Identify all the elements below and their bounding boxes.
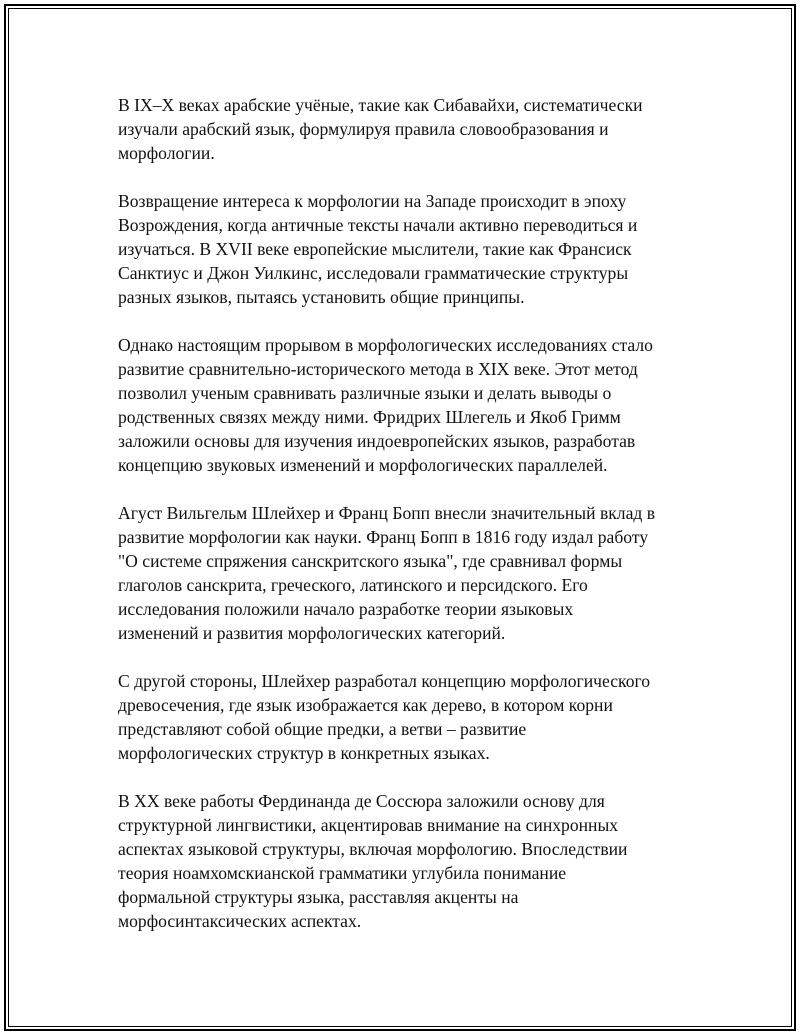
text-line: исследования положили начало разработке теории языковых: [118, 599, 574, 619]
text-line: развитие сравнительно-исторического метода в XIX веке. Этот метод: [118, 359, 638, 379]
text-line: Возвращение интереса к морфологии на Западе происходит в эпоху: [118, 191, 627, 211]
text-line: родственных связях между ними. Фридрих Шлегель и Якоб Гримм: [118, 407, 621, 427]
text-line: глаголов санскрита, греческого, латинского и персидского. Его: [118, 575, 588, 595]
text-line: аспектах языковой структуры, включая морфологию. Впоследствии: [118, 839, 628, 859]
text-line: заложили основы для изучения индоевропейских языков, разработав: [118, 431, 636, 451]
text-line: морфосинтаксических аспектах.: [118, 911, 362, 931]
text-line: древосечения, где язык изображается как дерево, в котором корни: [118, 695, 613, 715]
text-line: морфологии.: [118, 143, 215, 163]
text-line: "О системе спряжения санскритского языка", где сравнивал формы: [118, 551, 623, 571]
document-body: [118, 93, 698, 957]
text-line: С другой стороны, Шлейхер разработал концепцию морфологического: [118, 671, 651, 691]
text-line: Однако настоящим прорывом в морфологических исследованиях стало: [118, 335, 653, 355]
text-line: развитие морфологии как науки. Франц Бопп в 1816 году издал работу: [118, 527, 649, 547]
text-line: изучали арабский язык, формулируя правила словообразования и: [118, 119, 609, 139]
text-line: теория ноамхомскианской грамматики углубила понимание: [118, 863, 567, 883]
text-line: структурной лингвистики, акцентировав внимание на синхронных: [118, 815, 619, 835]
text-line: Агуст Вильгельм Шлейхер и Франц Бопп внесли значительный вклад в: [118, 503, 656, 523]
text-line: изменений и развития морфологических категорий.: [118, 623, 506, 643]
text-line: формальной структуры языка, расставляя акценты на: [118, 887, 519, 907]
text-line: представляют собой общие предки, а ветви – развитие: [118, 719, 527, 739]
text-line: Возрождения, когда античные тексты начали активно переводиться и: [118, 215, 638, 235]
text-line: В XX веке работы Фердинанда де Соссюра заложили основу для: [118, 791, 605, 811]
paragraph-1: [118, 93, 698, 165]
text-line: концепцию звуковых изменений и морфологических параллелей.: [118, 455, 608, 475]
text-line: морфологических структур в конкретных языках.: [118, 743, 490, 763]
text-line: разных языков, пытаясь установить общие принципы.: [118, 287, 525, 307]
paragraph-2: [118, 189, 698, 309]
paragraph-5: [118, 669, 698, 765]
text-line: изучаться. В XVII веке европейские мыслители, такие как Франсиск: [118, 239, 632, 259]
paragraph-6: [118, 789, 698, 933]
text-line: В IX–X веках арабские учёные, такие как Сибавайхи, систематически: [118, 95, 643, 115]
paragraph-3: [118, 333, 698, 477]
text-line: Санктиус и Джон Уилкинс, исследовали грамматические структуры: [118, 263, 629, 283]
paragraph-4: [118, 501, 698, 645]
text-line: позволил ученым сравнивать различные языки и делать выводы о: [118, 383, 612, 403]
